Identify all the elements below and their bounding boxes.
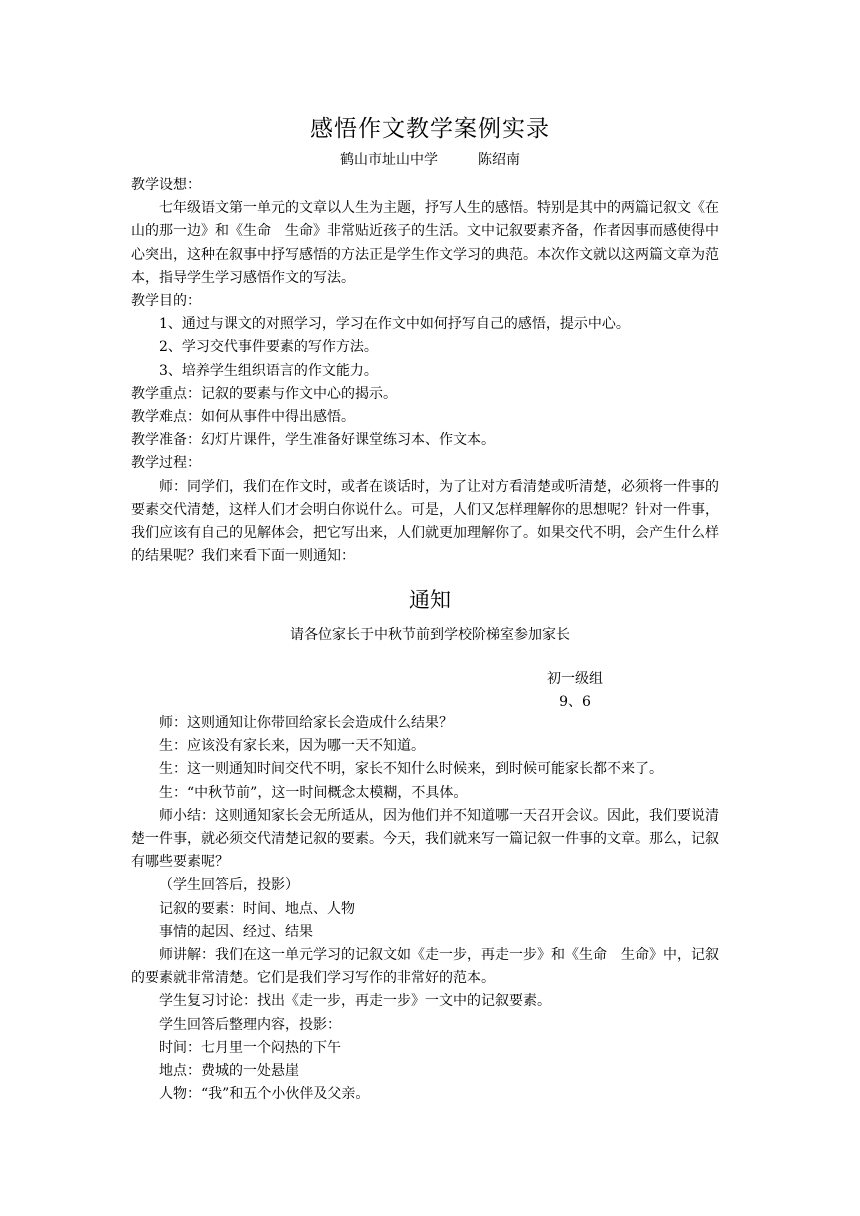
paragraph: 生：这一则通知时间交代不明，家长不知什么时候来，到时候可能家长都不来了。 bbox=[159, 761, 663, 778]
paragraph: 师讲解：我们在这一单元学习的记叙文如《走一步，再走一步》和《生命 生命》中，记叙的要素就非常清楚。它们是我们学习写作的非常好的范本。 bbox=[131, 947, 719, 987]
paragraph: 生：“中秋节前”，这一时间概念太模糊，不具体。 bbox=[159, 784, 468, 801]
notice-title: 通知 bbox=[409, 588, 451, 612]
paragraph: 1、通过与课文的对照学习，学习在作文中如何抒写自己的感悟，提示中心。 bbox=[159, 316, 630, 333]
paragraph: 事情的起因、经过、结果 bbox=[159, 923, 313, 940]
classroom-dialogue-section bbox=[131, 712, 731, 1106]
notice-signature: 初一级组 bbox=[547, 671, 603, 687]
paragraph: 教学目的： bbox=[131, 293, 201, 310]
paragraph: （学生回答后，投影） bbox=[159, 877, 299, 894]
lesson-plan-section bbox=[131, 174, 731, 568]
paragraph: 师：同学们，我们在作文时，或者在谈话时，为了让对方看清楚或听清楚，必须将一件事的要素交代清楚，这样人们才会明白你说什么。可是，人们又怎样理解你的思想呢？针对一件事，我们应该有自己的见解体会，把它写出来，人们就更加理解你了。如果交代不明，会产生什么样的结果呢？我们来看下面一则通知： bbox=[131, 478, 719, 565]
paragraph: 教学准备：幻灯片课件，学生准备好课堂练习本、作文本。 bbox=[131, 432, 495, 449]
paragraph: 生：应该没有家长来，因为哪一天不知道。 bbox=[159, 738, 425, 755]
author-line bbox=[0, 150, 860, 170]
paragraph: 七年级语文第一单元的文章以人生为主题，抒写人生的感悟。特别是其中的两篇记叙文《在山的那一边》和《生命 生命》非常贴近孩子的生活。文中记叙要素齐备，作者因事而感使得中心突出，这种在叙事中抒写感悟的方法正是学生作文学习的典范。本次作文就以这两篇文章为范本，指导学生学习感悟作文的写法。 bbox=[131, 200, 719, 286]
paragraph: 记叙的要素：时间、地点、人物 bbox=[159, 900, 355, 917]
author-name: 陈绍南 bbox=[478, 152, 520, 168]
paragraph: 地点：费城的一处悬崖 bbox=[159, 1063, 299, 1080]
paragraph: 师：这则通知让你带回给家长会造成什么结果？ bbox=[159, 715, 453, 731]
paragraph: 3、培养学生组织语言的作文能力。 bbox=[159, 362, 378, 379]
paragraph: 学生复习讨论：找出《走一步，再走一步》一文中的记叙要素。 bbox=[159, 993, 551, 1010]
notice-signature-block bbox=[540, 668, 610, 714]
paragraph: 2、学习交代事件要素的写作方法。 bbox=[159, 339, 378, 356]
paragraph: 时间：七月里一个闷热的下午 bbox=[159, 1039, 341, 1056]
notice-date: 9、6 bbox=[559, 694, 591, 710]
notice-body: 请各位家长于中秋节前到学校阶梯室参加家长 bbox=[290, 627, 570, 643]
document-title: 感悟作文教学案例实录 bbox=[310, 116, 550, 142]
paragraph: 师小结：这则通知家长会无所适从，因为他们并不知道哪一天召开会议。因此，我们要说清楚一件事，就必须交代清楚记叙的要素。今天，我们就来写一篇记叙一件事的文章。那么，记叙有哪些要素呢？ bbox=[131, 807, 719, 871]
author-school: 鹤山市址山中学 bbox=[340, 152, 438, 168]
paragraph: 人物：“我”和五个小伙伴及父亲。 bbox=[159, 1086, 370, 1103]
paragraph: 教学过程： bbox=[131, 455, 201, 472]
paragraph: 学生回答后整理内容，投影： bbox=[159, 1016, 341, 1033]
paragraph: 教学难点：如何从事件中得出感悟。 bbox=[131, 409, 355, 426]
paragraph: 教学重点：记叙的要素与作文中心的揭示。 bbox=[131, 385, 397, 402]
paragraph: 教学设想： bbox=[131, 177, 201, 193]
